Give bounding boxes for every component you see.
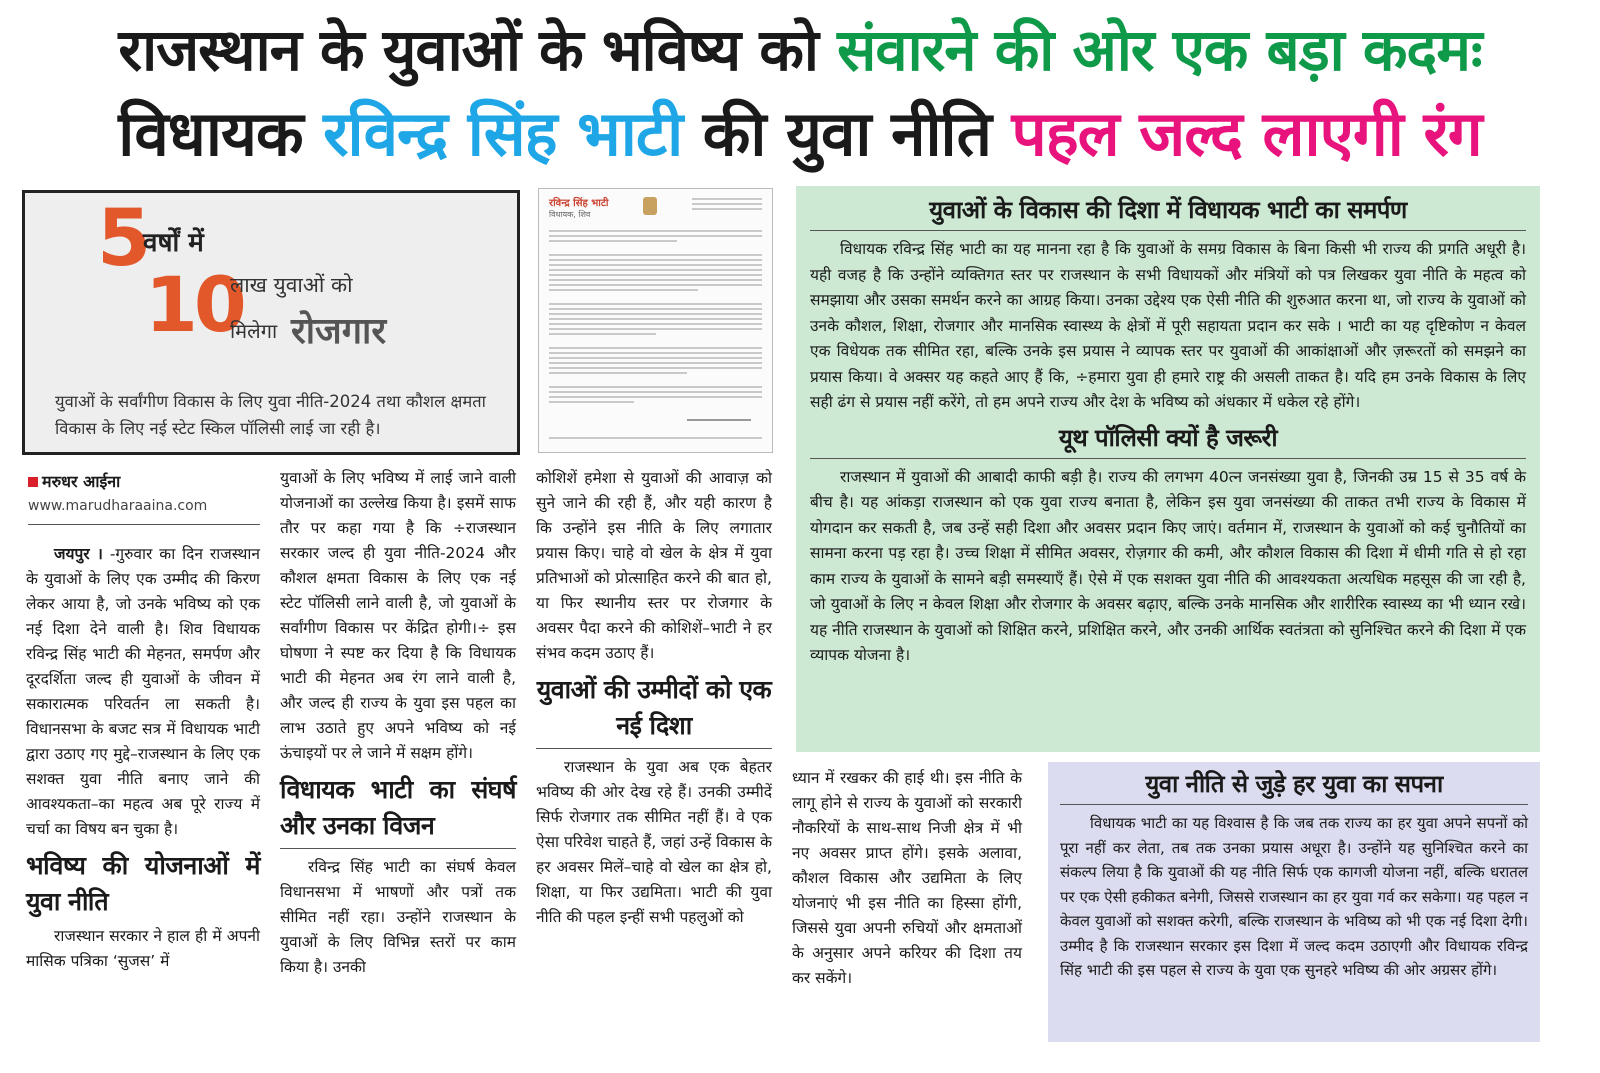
masthead [28,470,260,525]
masthead-square-icon [28,477,38,487]
promo-number-5: 5 [97,194,152,284]
col3-paragraph-2: राजस्थान के युवा अब एक बेहतर भविष्य की ओर देख रहे हैं। उनकी उम्मीदें सिर्फ रोजगार तक सीमित नहीं हैं। वे एक ऐसा परिवेश चाहते हैं, जहां उन्हें विकास के हर अवसर मिलें–चाहे वो खेल का क्षेत्र हो, शिक्षा, या फिर उद्यमिता। भाटी की युवा नीति की पहल इन्हीं सभी पहलुओं को [536,758,772,926]
promo-caption: युवाओं के सर्वांगीण विकास के लिए युवा नीति-2024 तथा कौशल क्षमता विकास के लिए नई स्टेट स्किल पॉलिसी लाई जा रही है। [55,392,486,438]
greenbox-rule-1 [810,230,1526,231]
col1-paragraph-2: राजस्थान सरकार ने हाल ही में अपनी मासिक पत्रिका ‘सुजस’ में [26,927,260,970]
col1-paragraph-1: -गुरुवार का दिन राजस्थान के युवाओं के लिए एक उम्मीद की किरण लेकर आया है, जो उनके भविष्य को एक नई दिशा देने वाली है। शिव विधायक रविन्द्र सिंह भाटी की मेहनत, समर्पण और दूरदर्शिता जल्द ही युवाओं के जीवन में सकारात्मक परिवर्तन ला सकती है। विधानसभा के बजट सत्र में विधायक भाटी द्वारा उठाए गए मुद्दे–राजस्थान के लिए एक सशक्त युवा नीति बनाए जाने की आवश्यकता–का महत्व अब पूरे राज्य में चर्चा का विषय बन चुका है। [26,545,260,838]
promo-lakh: लाख युवाओं को [230,273,353,297]
headline-blue-part: रविन्द्र सिंह भाटी [323,97,683,170]
letter-title: रविन्द्र सिंह भाटी [549,198,609,209]
letter-subtitle: विधायक, शिव [549,210,591,219]
purple-box [1048,762,1540,1042]
headline-black-part: राजस्थान के युवाओं के भविष्य को [118,16,818,84]
headline-black-part-a: विधायक [118,97,303,170]
greenbox-paragraph-2: राजस्थान में युवाओं की आबादी काफी बड़ी है। राज्य की लगभग 40त्न जनसंख्या युवा है, जिनकी उम्र 15 से 35 वर्ष के बीच है। यह आंकड़ा राजस्थान को एक युवा राज्य बनाता है, लेकिन इस युवा जनसंख्या की ताकत तभी राज्य के विकास में योगदान कर सकती है, जब उन्हें सही दिशा और अवसर प्रदान किए जाएं। वर्तमान में, राजस्थान के युवाओं को कई चुनौतियों का सामना करना पड़ रहा है। उच्च शिक्षा में सीमित अवसर, रोज़गार की कमी, और कौशल विकास की दिशा में धीमी गति से हो रहा काम राज्य के युवाओं के सामने बड़ी समस्याएँ हैं। ऐसे में एक सशक्त युवा नीति की आवश्यकता अत्यधिक महसूस की जा रही है, जो युवाओं के लिए न केवल शिक्षा और रोजगार के अवसर बढ़ाए, बल्कि उनके मानसिक और शारीरिक स्वास्थ्य का भी ध्यान रखे। यह नीति राजस्थान के युवाओं को शिक्षित करने, प्रशिक्षित करने, और उनकी आर्थिक स्वतंत्रता को सुनिश्चित करने की दिशा में एक व्यापक योजना है। [810,467,1526,664]
col2-paragraph-1: युवाओं के लिए भविष्य में लाई जाने वाली योजनाओं का उल्लेख किया है। इसमें साफ तौर पर कहा गया है कि ÷राजस्थान सरकार जल्द ही युवा नीति-2024 और कौशल क्षमता विकास के लिए एक नई स्टेट पॉलिसी लाने वाली है, जो युवाओं के सर्वांगीण विकास पर केंद्रित होगी।÷ इस घोषणा ने स्पष्ट कर दिया है कि विधायक भाटी की मेहनत अब रंग लाने वाली है, और जल्द ही राज्य के युवा इस पहल का लाभ उठाते हुए अपने भविष्य को नई ऊंचाइयों पर ले जाने में सक्षम होंगे। [280,469,516,762]
purplebox-rule [1060,804,1528,805]
greenbox-heading-2: यूथ पॉलिसी क्यों है जरूरी [1058,423,1278,452]
col4-paragraph-1: ध्यान में रखकर की हाई थी। इस नीति के लागू होने से राज्य के युवाओं को सरकारी नौकरियों के साथ-साथ निजी क्षेत्र में भी नए अवसर प्राप्त होंगे। इसके अलावा, कौशल विकास और उद्यमिता के लिए योजनाएं भी इस नीति का हिस्सा होंगी, जिससे युवा अपनी रुचियों और क्षमताओं के अनुसार अपने करियर की दिशा तय कर सकेंगे। [792,769,1022,987]
col2-paragraph-2: रविन्द्र सिंह भाटी का संघर्ष केवल विधानसभा में भाषणों और पत्रों तक सीमित नहीं रहा। उन्होंने राजस्थान के युवाओं के लिए विभिन्न स्तरों पर काम किया है। उनकी [280,858,516,976]
promo-rozgar: रोजगार [291,311,387,352]
purplebox-heading: युवा नीति से जुड़े हर युवा का सपना [1145,770,1443,798]
dateline: जयपुर । [54,545,103,563]
col2-subhead: विधायक भाटी का संघर्ष और उनका विजन [280,775,516,840]
masthead-rule [28,524,260,525]
promo-box [22,190,520,455]
greenbox-rule-2 [810,458,1526,459]
col2-rule [280,848,516,849]
headline-line-2 [0,96,1600,172]
letter-image [538,188,773,453]
masthead-name: मरुधर आईना [42,472,121,491]
green-box [796,186,1540,752]
col3-subhead: युवाओं की उम्मीदों को एक नई दिशा [536,675,772,740]
headline-black-part-b: की युवा नीति [702,97,991,170]
purplebox-paragraph: विधायक भाटी का यह विश्वास है कि जब तक राज्य का हर युवा अपने सपनों को पूरा नहीं कर लेता, तब तक उनका प्रयास अधूरा है। उन्होंने यह सुनिश्चित करने का संकल्प लिया है कि युवाओं की यह नीति सिर्फ एक कागजी योजना नहीं, बल्कि धरातल पर एक ऐसी हकीकत बनेगी, जिससे राजस्थान का हर युवा गर्व कर सकेगा। यह पहल न केवल युवाओं को सशक्त करेगी, बल्कि राजस्थान के भविष्य को भी एक नई दिशा देगी। उम्मीद है कि राजस्थान सरकार इस दिशा में जल्द कदम उठाएगी और विधायक रविन्द्र सिंह भाटी की इस पहल से राज्य के युवा एक सुनहरे भविष्य की ओर अग्रसर होंगे। [1060,814,1528,979]
col3-rule [536,748,772,749]
masthead-url: www.marudharaaina.com [28,498,208,514]
greenbox-paragraph-1: विधायक रविन्द्र सिंह भाटी का यह मानना रहा है कि युवाओं के समग्र विकास के बिना किसी भी राज्य की प्रगति अधूरी है। यही वजह है कि उन्होंने व्यक्तिगत स्तर पर राजस्थान के सभी विधायकों और मंत्रियों को पत्र लिखकर युवा नीति के महत्व को समझाया और उसका समर्थन करने का आग्रह किया। उनका उद्देश्य एक ऐसी नीति की शुरुआत करना था, जो राज्य के युवाओं को उनके कौशल, शिक्षा, रोजगार और मानसिक स्वास्थ्य के क्षेत्रों में पूरी सहायता प्रदान कर सके । भाटी का यह दृष्टिकोण न केवल एक विधेयक तक सीमित रहा, बल्कि उनके इस प्रयास ने व्यापक स्तर पर युवाओं की आकांक्षाओं और ज़रूरतों को समझने का प्रयास किया। वे अक्सर यह कहते आए हैं कि, ÷हमारा युवा ही हमारे राष्ट्र की असली ताकत है। यदि हम उनके विकास के लिए सही ढंग से प्रयास नहीं करेंगे, तो हम अपने राज्य और देश के भविष्य को अंधकार में धकेल रहे होंगे। [810,240,1526,411]
promo-years: वर्षों में [143,228,204,258]
headline-green-part: संवारने की ओर एक बड़ा कदमः [837,16,1482,84]
col1-subhead: भविष्य की योजनाओं में युवा नीति [26,851,260,916]
column-2 [280,466,516,984]
headline-magenta-part: पहल जल्द लाएगी रंग [1011,97,1482,170]
headline-line-1 [0,14,1600,86]
column-1 [26,542,260,978]
promo-milega: मिलेगा [230,319,278,343]
column-3 [536,466,772,934]
column-4 [792,766,1022,995]
greenbox-heading-1: युवाओं के विकास की दिशा में विधायक भाटी का समर्पण [929,196,1407,224]
promo-number-10: 10 [145,260,243,349]
col3-paragraph-1: कोशिशें हमेशा से युवाओं की आवाज़ को सुने जाने की रही हैं, और यही कारण है कि उन्होंने इस नीति के लिए लगातार प्रयास किए। चाहे वो खेल के क्षेत्र में युवा प्रतिभाओं को प्रोत्साहित करने की बात हो, या फिर स्थानीय स्तर पर रोजगार के अवसर पैदा करने की कोशिशें–भाटी ने हर संभव कदम उठाए हैं। [536,469,772,662]
emblem-icon [643,197,657,215]
